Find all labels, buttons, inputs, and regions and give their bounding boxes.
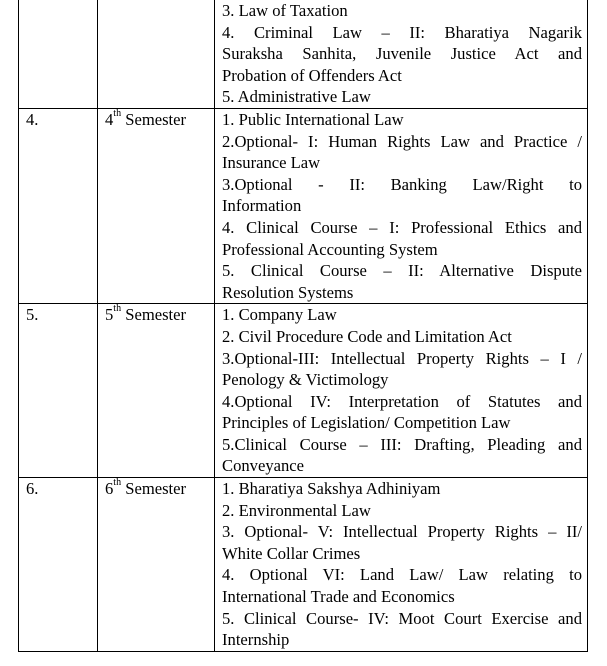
semester-ordinal: th [113,303,122,315]
subject-line: 3. Law of Taxation [222,1,348,20]
subject-line: 2. Civil Procedure Code and Limitation Act [222,326,512,346]
semester-number: 6 [105,479,114,499]
subject-line: 3. Optional- V: Intellectual Property Rights – II/ [222,522,582,542]
semester-word: Semester [121,109,187,129]
semester-number: 5 [105,305,114,325]
subject-line: 2.Optional- I: Human Rights Law and Practice / [222,131,582,151]
table-row-semester-6 [19,478,588,652]
serial-number: 5. [26,305,39,325]
subjects-cell [215,304,588,478]
subject-line: Information [222,196,302,216]
subject-line: White Collar Crimes [222,543,361,563]
serial-cell [19,0,98,108]
subject-line: Penology & Victimology [222,370,389,390]
semester-cell [98,478,215,652]
subject-line: 1. Public International Law [222,109,404,129]
semester-cell [98,304,215,478]
subject-line: Conveyance [222,456,305,476]
table-row-semester-5 [19,304,588,478]
subject-line: 4.Optional IV: Interpretation of Statutes and [222,391,582,411]
subject-line: Resolution Systems [222,282,354,302]
subject-line: International Trade and Economics [222,587,455,607]
serial-cell [19,304,98,478]
serial-cell [19,478,98,652]
semester-word: Semester [121,479,187,499]
subject-line: 1. Company Law [222,305,337,325]
subject-line: Professional Accounting System [222,239,438,259]
syllabus-table [18,0,588,652]
subject-line: 5. Clinical Course- IV: Moot Court Exercise and [222,608,582,628]
subject-line: Probation of Offenders Act [222,65,402,85]
subject-line: 2. Environmental Law [222,500,371,520]
subject-line: Internship [222,630,290,650]
semester-cell [98,0,215,108]
table-row-semester-4 [19,108,588,303]
subject-line: 5.Clinical Course – III: Drafting, Pleading and [222,434,582,454]
semester-word: Semester [121,305,187,325]
table-row-continuation [19,0,588,108]
serial-number: 6. [26,479,39,499]
subject-line: 4. Optional VI: Land Law/ Law relating to [222,565,582,585]
serial-cell [19,108,98,303]
subject-line: 3.Optional - II: Banking Law/Right to [222,174,582,194]
subject-line: 5. Administrative Law [222,87,371,107]
subjects-cell [215,108,588,303]
semester-ordinal: th [113,107,122,119]
subject-line: Principles of Legislation/ Competition Law [222,413,511,433]
subjects-cell [215,478,588,652]
subjects-cell [215,0,588,108]
serial-number: 4. [26,109,39,129]
semester-number: 4 [105,109,114,129]
subject-line: 3.Optional-III: Intellectual Property Rights – I / [222,348,582,368]
subject-line: Suraksha Sanhita, Juvenile Justice Act and [222,44,582,64]
subject-line: 4. Criminal Law – II: Bharatiya Nagarik [222,22,582,42]
semester-ordinal: th [113,477,122,489]
semester-cell [98,108,215,303]
subject-line: 1. Bharatiya Sakshya Adhiniyam [222,479,441,499]
subject-line: Insurance Law [222,153,321,173]
subject-line: 5. Clinical Course – II: Alternative Dispute [222,261,582,281]
subject-line: 4. Clinical Course – I: Professional Ethics and [222,217,582,237]
